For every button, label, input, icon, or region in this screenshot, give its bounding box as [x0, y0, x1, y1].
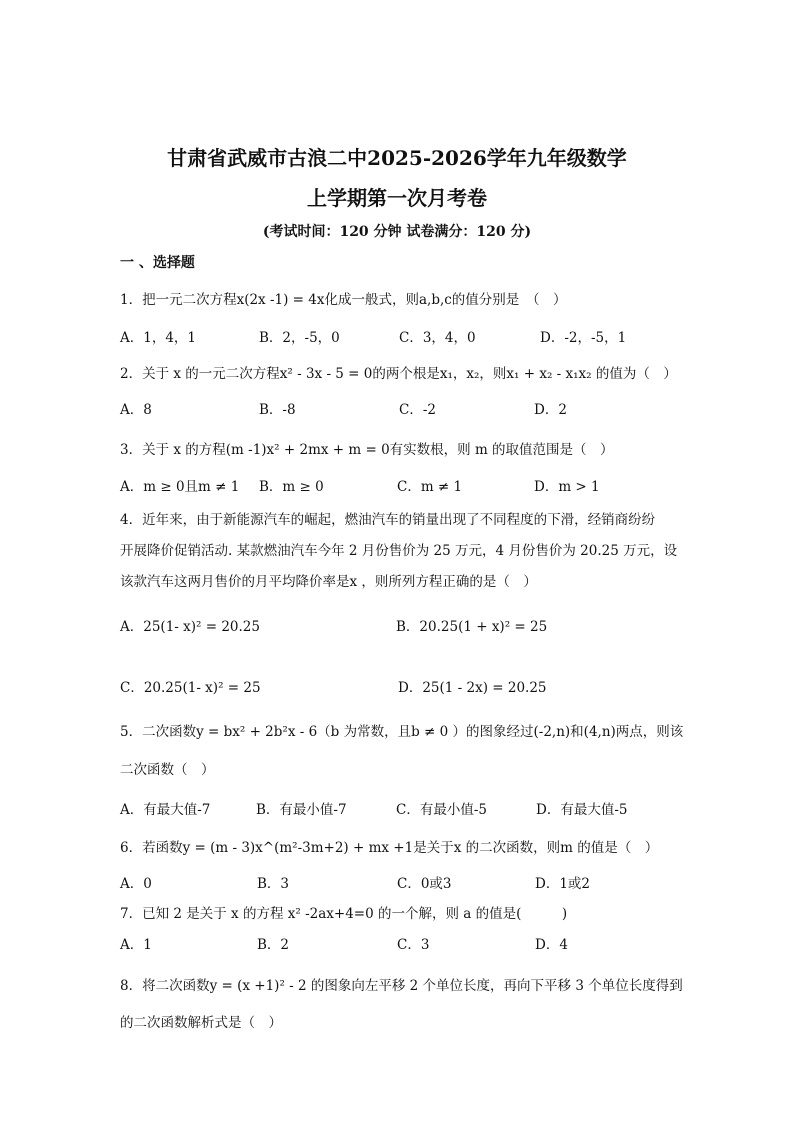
q7-option-a: A．1	[120, 937, 152, 953]
question-2-stem: 2．关于 x 的一元二次方程x² - 3x - 5 = 0的两个根是x₁，x₂，则x₁ + x₂ - x₁x₂ 的值为（ ）	[120, 366, 677, 382]
q2-option-d: D．2	[534, 402, 567, 418]
q3-option-d: D．m > 1	[534, 479, 600, 495]
q1-option-c: C．3，4，0	[399, 330, 476, 346]
question-1-stem: 1．把一元二次方程x(2x -1) = 4x化成一般式，则a,b,c的值分别是 （ ）	[120, 292, 567, 308]
question-8-stem-line1: 8．将二次函数y = (x +1)² - 2 的图象向左平移 2 个单位长度，再向下平移 3 个单位长度得到	[120, 978, 683, 994]
q1-option-d: D．-2，-5，1	[540, 330, 627, 346]
q1-option-b: B．2，-5，0	[259, 330, 340, 346]
q6-option-c: C．0或3	[397, 876, 452, 892]
q6-option-d: D．1或2	[535, 876, 591, 892]
question-6-stem: 6．若函数y = (m - 3)x^(m²-3m+2) + mx +1是关于x 的二次函数，则m 的值是（ ）	[120, 840, 659, 856]
exam-title-line2: 上学期第一次月考卷	[307, 186, 487, 210]
question-5-stem-line1: 5．二次函数y = bx² + 2b²x - 6（b 为常数，且b ≠ 0 ）的图象经过(-2,n)和(4,n)两点，则该	[120, 724, 684, 740]
question-8-stem-line2: 的二次函数解析式是（ ）	[120, 1015, 282, 1031]
exam-info: (考试时间：120 分钟 试卷满分：120 分)	[262, 224, 532, 240]
q4-option-b: B．20.25(1 + x)² = 25	[396, 619, 548, 635]
q2-option-b: B．-8	[259, 402, 296, 418]
question-3-stem: 3．关于 x 的方程(m -1)x² + 2mx + m = 0有实数根，则 m 的取值范围是（ ）	[120, 442, 614, 458]
q7-option-d: D．4	[535, 937, 568, 953]
question-4-stem-line1: 4．近年来，由于新能源汽车的崛起，燃油汽车的销量出现了不同程度的下滑，经销商纷纷	[120, 512, 656, 528]
question-7-stem: 7．已知 2 是关于 x 的方程 x² -2ax+4=0 的一个解，则 a 的值是( )	[120, 906, 568, 922]
exam-title-line1: 甘肃省武威市古浪二中2025-2026学年九年级数学	[167, 146, 627, 170]
section-heading: 一 、选择题	[120, 255, 195, 271]
q7-option-b: B．2	[257, 937, 290, 953]
q2-option-a: A．8	[120, 402, 152, 418]
q5-option-d: D．有最大值-5	[536, 802, 628, 818]
q4-option-d: D．25(1 - 2x) = 20.25	[398, 680, 547, 696]
q6-option-b: B．3	[257, 876, 290, 892]
question-4-stem-line3: 该款汽车这两月售价的月平均降价率是x ，则所列方程正确的是（ ）	[120, 574, 537, 590]
q5-option-c: C．有最小值-5	[396, 802, 487, 818]
q7-option-c: C．3	[397, 937, 430, 953]
question-4-stem-line2: 开展降价促销活动. 某款燃油汽车今年 2 月份售价为 25 万元，4 月份售价为 20.25 万元，设	[120, 543, 678, 559]
q5-option-a: A．有最大值-7	[120, 802, 211, 818]
q3-option-c: C．m ≠ 1	[397, 479, 463, 495]
q1-option-a: A．1，4，1	[120, 330, 197, 346]
q2-option-c: C．-2	[399, 402, 436, 418]
q3-option-b: B．m ≥ 0	[259, 479, 324, 495]
question-5-stem-line2: 二次函数（ ）	[120, 762, 215, 778]
q4-option-c: C．20.25(1- x)² = 25	[120, 680, 261, 696]
q4-option-a: A．25(1- x)² = 20.25	[120, 619, 260, 635]
q3-option-a: A．m ≥ 0且m ≠ 1	[120, 479, 240, 495]
q6-option-a: A．0	[120, 876, 152, 892]
q5-option-b: B．有最小值-7	[256, 802, 347, 818]
